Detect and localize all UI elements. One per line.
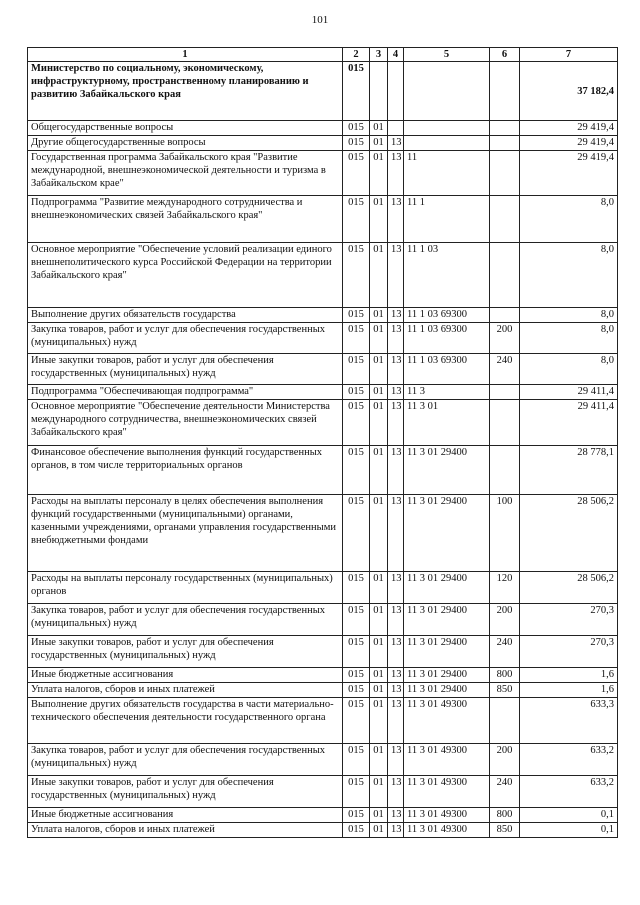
row-code-expense-type-cell: [490, 196, 520, 243]
row-code-target-cell: [404, 62, 490, 121]
row-code-chapter-cell: 015: [343, 808, 370, 823]
row-name-cell: Закупка товаров, работ и услуг для обеспечения государственных (муниципальных) нужд: [28, 323, 343, 354]
row-code-target-cell: 11 3 01 29400: [404, 604, 490, 636]
row-code-section-cell: 01: [370, 683, 388, 698]
row-code-target-cell: [404, 121, 490, 136]
table-row: [28, 354, 618, 385]
row-amount-cell: 37 182,4: [520, 62, 618, 121]
row-amount-cell: 633,2: [520, 776, 618, 808]
table-row: [28, 400, 618, 446]
row-code-chapter-cell: 015: [343, 446, 370, 495]
row-amount-cell: 28 506,2: [520, 572, 618, 604]
row-code-chapter-cell: 015: [343, 400, 370, 446]
row-code-target-cell: 11: [404, 151, 490, 196]
row-code-target-cell: 11 3 01 49300: [404, 823, 490, 838]
row-code-subsection-cell: 13: [388, 604, 404, 636]
row-name-cell: Подпрограмма "Развитие международного сотрудничества и внешнеэкономических связей Забайкальского края": [28, 196, 343, 243]
row-name-cell: Уплата налогов, сборов и иных платежей: [28, 823, 343, 838]
row-amount-cell: 0,1: [520, 808, 618, 823]
row-code-section-cell: 01: [370, 604, 388, 636]
row-code-chapter-cell: 015: [343, 243, 370, 308]
table-row: [28, 121, 618, 136]
row-code-subsection-cell: 13: [388, 243, 404, 308]
row-code-section-cell: 01: [370, 323, 388, 354]
row-code-expense-type-cell: [490, 243, 520, 308]
table-row: [28, 308, 618, 323]
column-header-7: 7: [520, 48, 618, 62]
row-code-expense-type-cell: 100: [490, 495, 520, 572]
row-code-chapter-cell: 015: [343, 354, 370, 385]
row-amount-cell: 29 419,4: [520, 136, 618, 151]
row-code-target-cell: 11 3 01: [404, 400, 490, 446]
row-code-chapter-cell: 015: [343, 572, 370, 604]
row-code-target-cell: 11 3 01 29400: [404, 683, 490, 698]
row-amount-cell: 8,0: [520, 323, 618, 354]
row-code-section-cell: 01: [370, 136, 388, 151]
row-name-cell: Финансовое обеспечение выполнения функций государственных органов, в том числе территориальных органов: [28, 446, 343, 495]
row-code-section-cell: 01: [370, 446, 388, 495]
row-code-subsection-cell: [388, 62, 404, 121]
table-row: [28, 698, 618, 744]
row-name-cell: Закупка товаров, работ и услуг для обеспечения государственных (муниципальных) нужд: [28, 604, 343, 636]
row-amount-cell: 29 419,4: [520, 121, 618, 136]
row-amount-cell: 1,6: [520, 683, 618, 698]
row-code-expense-type-cell: 200: [490, 744, 520, 776]
table-row: [28, 668, 618, 683]
table-row: [28, 572, 618, 604]
row-name-cell: Выполнение других обязательств государства в части материально-технического обеспечения деятельности государственного органа: [28, 698, 343, 744]
row-code-target-cell: 11 3 01 49300: [404, 698, 490, 744]
row-code-section-cell: [370, 62, 388, 121]
table-row: [28, 823, 618, 838]
row-code-chapter-cell: 015: [343, 151, 370, 196]
row-code-section-cell: 01: [370, 698, 388, 744]
table-row: [28, 151, 618, 196]
row-code-subsection-cell: 13: [388, 354, 404, 385]
row-code-expense-type-cell: 120: [490, 572, 520, 604]
row-code-section-cell: 01: [370, 823, 388, 838]
row-amount-cell: 1,6: [520, 668, 618, 683]
row-name-cell: Иные бюджетные ассигнования: [28, 668, 343, 683]
row-code-expense-type-cell: 850: [490, 823, 520, 838]
table-header-row: [28, 48, 618, 62]
row-code-chapter-cell: 015: [343, 323, 370, 354]
row-amount-cell: 8,0: [520, 196, 618, 243]
table-body: [28, 62, 618, 838]
row-code-expense-type-cell: [490, 136, 520, 151]
row-code-chapter-cell: 015: [343, 668, 370, 683]
row-code-chapter-cell: 015: [343, 698, 370, 744]
row-code-subsection-cell: 13: [388, 495, 404, 572]
row-code-target-cell: 11 1 03: [404, 243, 490, 308]
row-amount-cell: 270,3: [520, 636, 618, 668]
row-code-subsection-cell: 13: [388, 446, 404, 495]
row-code-subsection-cell: 13: [388, 323, 404, 354]
table-row: [28, 243, 618, 308]
row-code-subsection-cell: 13: [388, 308, 404, 323]
row-code-expense-type-cell: [490, 400, 520, 446]
row-code-chapter-cell: 015: [343, 121, 370, 136]
row-code-section-cell: 01: [370, 385, 388, 400]
row-code-subsection-cell: 13: [388, 698, 404, 744]
row-code-chapter-cell: 015: [343, 636, 370, 668]
row-code-expense-type-cell: [490, 308, 520, 323]
row-name-cell: Иные закупки товаров, работ и услуг для обеспечения государственных (муниципальных) нужд: [28, 354, 343, 385]
row-code-chapter-cell: 015: [343, 136, 370, 151]
row-name-cell: Выполнение других обязательств государства: [28, 308, 343, 323]
row-amount-cell: 29 419,4: [520, 151, 618, 196]
row-name-cell: Подпрограмма "Обеспечивающая подпрограмма": [28, 385, 343, 400]
row-code-target-cell: 11 3 01 29400: [404, 668, 490, 683]
row-code-target-cell: 11 3 01 29400: [404, 495, 490, 572]
table-row: [28, 604, 618, 636]
row-code-section-cell: 01: [370, 668, 388, 683]
row-code-expense-type-cell: [490, 151, 520, 196]
row-code-subsection-cell: [388, 121, 404, 136]
table-row: [28, 385, 618, 400]
row-code-expense-type-cell: 200: [490, 323, 520, 354]
row-amount-cell: 8,0: [520, 308, 618, 323]
row-amount-cell: 270,3: [520, 604, 618, 636]
row-amount-cell: 28 506,2: [520, 495, 618, 572]
row-code-expense-type-cell: 800: [490, 808, 520, 823]
table-row: [28, 323, 618, 354]
row-code-expense-type-cell: 240: [490, 354, 520, 385]
row-code-section-cell: 01: [370, 243, 388, 308]
row-code-expense-type-cell: [490, 62, 520, 121]
row-code-expense-type-cell: 800: [490, 668, 520, 683]
row-code-section-cell: 01: [370, 121, 388, 136]
column-header-6: 6: [490, 48, 520, 62]
row-code-chapter-cell: 015: [343, 62, 370, 121]
row-code-target-cell: 11 3: [404, 385, 490, 400]
row-code-section-cell: 01: [370, 636, 388, 668]
row-code-subsection-cell: 13: [388, 683, 404, 698]
row-code-target-cell: 11 3 01 49300: [404, 744, 490, 776]
column-header-1: 1: [28, 48, 343, 62]
row-code-subsection-cell: 13: [388, 744, 404, 776]
row-name-cell: Иные бюджетные ассигнования: [28, 808, 343, 823]
table-row: [28, 136, 618, 151]
row-amount-cell: 29 411,4: [520, 400, 618, 446]
row-code-subsection-cell: 13: [388, 636, 404, 668]
row-code-subsection-cell: 13: [388, 808, 404, 823]
row-code-chapter-cell: 015: [343, 823, 370, 838]
row-amount-cell: 0,1: [520, 823, 618, 838]
row-code-target-cell: 11 1: [404, 196, 490, 243]
row-code-section-cell: 01: [370, 151, 388, 196]
row-code-target-cell: 11 3 01 29400: [404, 636, 490, 668]
row-name-cell: Основное мероприятие "Обеспечение деятельности Министерства международного сотрудничества, внешнеэкономических связей Забайкальского края": [28, 400, 343, 446]
row-code-subsection-cell: 13: [388, 151, 404, 196]
row-name-cell: Иные закупки товаров, работ и услуг для обеспечения государственных (муниципальных) нужд: [28, 636, 343, 668]
row-code-section-cell: 01: [370, 308, 388, 323]
row-code-subsection-cell: 13: [388, 823, 404, 838]
row-code-section-cell: 01: [370, 776, 388, 808]
row-name-cell: Иные закупки товаров, работ и услуг для обеспечения государственных (муниципальных) нужд: [28, 776, 343, 808]
row-name-cell: Расходы на выплаты персоналу в целях обеспечения выполнения функций государственными (муниципальными) органами, казенными учреждениями, органами управления государственными внебюджетными фондами: [28, 495, 343, 572]
row-amount-cell: 29 411,4: [520, 385, 618, 400]
table-row: [28, 196, 618, 243]
row-code-subsection-cell: 13: [388, 136, 404, 151]
column-header-2: 2: [343, 48, 370, 62]
row-code-chapter-cell: 015: [343, 683, 370, 698]
page-number: 101: [311, 14, 329, 26]
row-code-chapter-cell: 015: [343, 196, 370, 243]
table-row: [28, 808, 618, 823]
row-code-expense-type-cell: 240: [490, 776, 520, 808]
row-name-cell: Министерство по социальному, экономическому, инфраструктурному, пространственному планированию и развитию Забайкальского края: [28, 62, 343, 121]
row-code-section-cell: 01: [370, 572, 388, 604]
row-code-subsection-cell: 13: [388, 572, 404, 604]
row-code-target-cell: 11 3 01 49300: [404, 808, 490, 823]
row-code-subsection-cell: 13: [388, 385, 404, 400]
row-code-target-cell: 11 1 03 69300: [404, 354, 490, 385]
row-code-target-cell: 11 1 03 69300: [404, 308, 490, 323]
row-code-chapter-cell: 015: [343, 776, 370, 808]
row-code-subsection-cell: 13: [388, 776, 404, 808]
row-name-cell: Общегосударственные вопросы: [28, 121, 343, 136]
row-code-section-cell: 01: [370, 196, 388, 243]
column-header-4: 4: [388, 48, 404, 62]
row-amount-cell: 28 778,1: [520, 446, 618, 495]
row-code-expense-type-cell: 240: [490, 636, 520, 668]
row-name-cell: Государственная программа Забайкальского края "Развитие международной, внешнеэкономической деятельности и туризма в Забайкальском крае": [28, 151, 343, 196]
row-code-expense-type-cell: [490, 121, 520, 136]
row-amount-cell: 8,0: [520, 354, 618, 385]
row-name-cell: Основное мероприятие "Обеспечение условий реализации единого внешнеполитического курса Российской Федерации на территории Забайкальского края": [28, 243, 343, 308]
row-code-section-cell: 01: [370, 495, 388, 572]
table-row: [28, 636, 618, 668]
budget-table: [27, 47, 618, 838]
column-header-3: 3: [370, 48, 388, 62]
row-amount-cell: 633,3: [520, 698, 618, 744]
table-row: [28, 446, 618, 495]
row-code-chapter-cell: 015: [343, 308, 370, 323]
row-code-chapter-cell: 015: [343, 495, 370, 572]
column-header-5: 5: [404, 48, 490, 62]
table-row: [28, 683, 618, 698]
row-code-section-cell: 01: [370, 400, 388, 446]
row-code-chapter-cell: 015: [343, 385, 370, 400]
table-row: [28, 62, 618, 121]
row-code-chapter-cell: 015: [343, 744, 370, 776]
row-amount-cell: 633,2: [520, 744, 618, 776]
table-row: [28, 744, 618, 776]
row-name-cell: Уплата налогов, сборов и иных платежей: [28, 683, 343, 698]
row-code-subsection-cell: 13: [388, 668, 404, 683]
row-name-cell: Другие общегосударственные вопросы: [28, 136, 343, 151]
row-code-chapter-cell: 015: [343, 604, 370, 636]
row-code-target-cell: 11 3 01 29400: [404, 446, 490, 495]
row-code-target-cell: [404, 136, 490, 151]
row-amount-cell: 8,0: [520, 243, 618, 308]
row-code-target-cell: 11 1 03 69300: [404, 323, 490, 354]
row-code-expense-type-cell: [490, 698, 520, 744]
row-code-target-cell: 11 3 01 49300: [404, 776, 490, 808]
row-code-expense-type-cell: 850: [490, 683, 520, 698]
row-name-cell: Расходы на выплаты персоналу государственных (муниципальных) органов: [28, 572, 343, 604]
row-code-expense-type-cell: [490, 385, 520, 400]
row-code-expense-type-cell: 200: [490, 604, 520, 636]
row-code-section-cell: 01: [370, 744, 388, 776]
row-code-section-cell: 01: [370, 354, 388, 385]
row-name-cell: Закупка товаров, работ и услуг для обеспечения государственных (муниципальных) нужд: [28, 744, 343, 776]
row-code-target-cell: 11 3 01 29400: [404, 572, 490, 604]
row-code-subsection-cell: 13: [388, 196, 404, 243]
row-code-expense-type-cell: [490, 446, 520, 495]
row-code-section-cell: 01: [370, 808, 388, 823]
row-code-subsection-cell: 13: [388, 400, 404, 446]
table-row: [28, 776, 618, 808]
table-row: [28, 495, 618, 572]
